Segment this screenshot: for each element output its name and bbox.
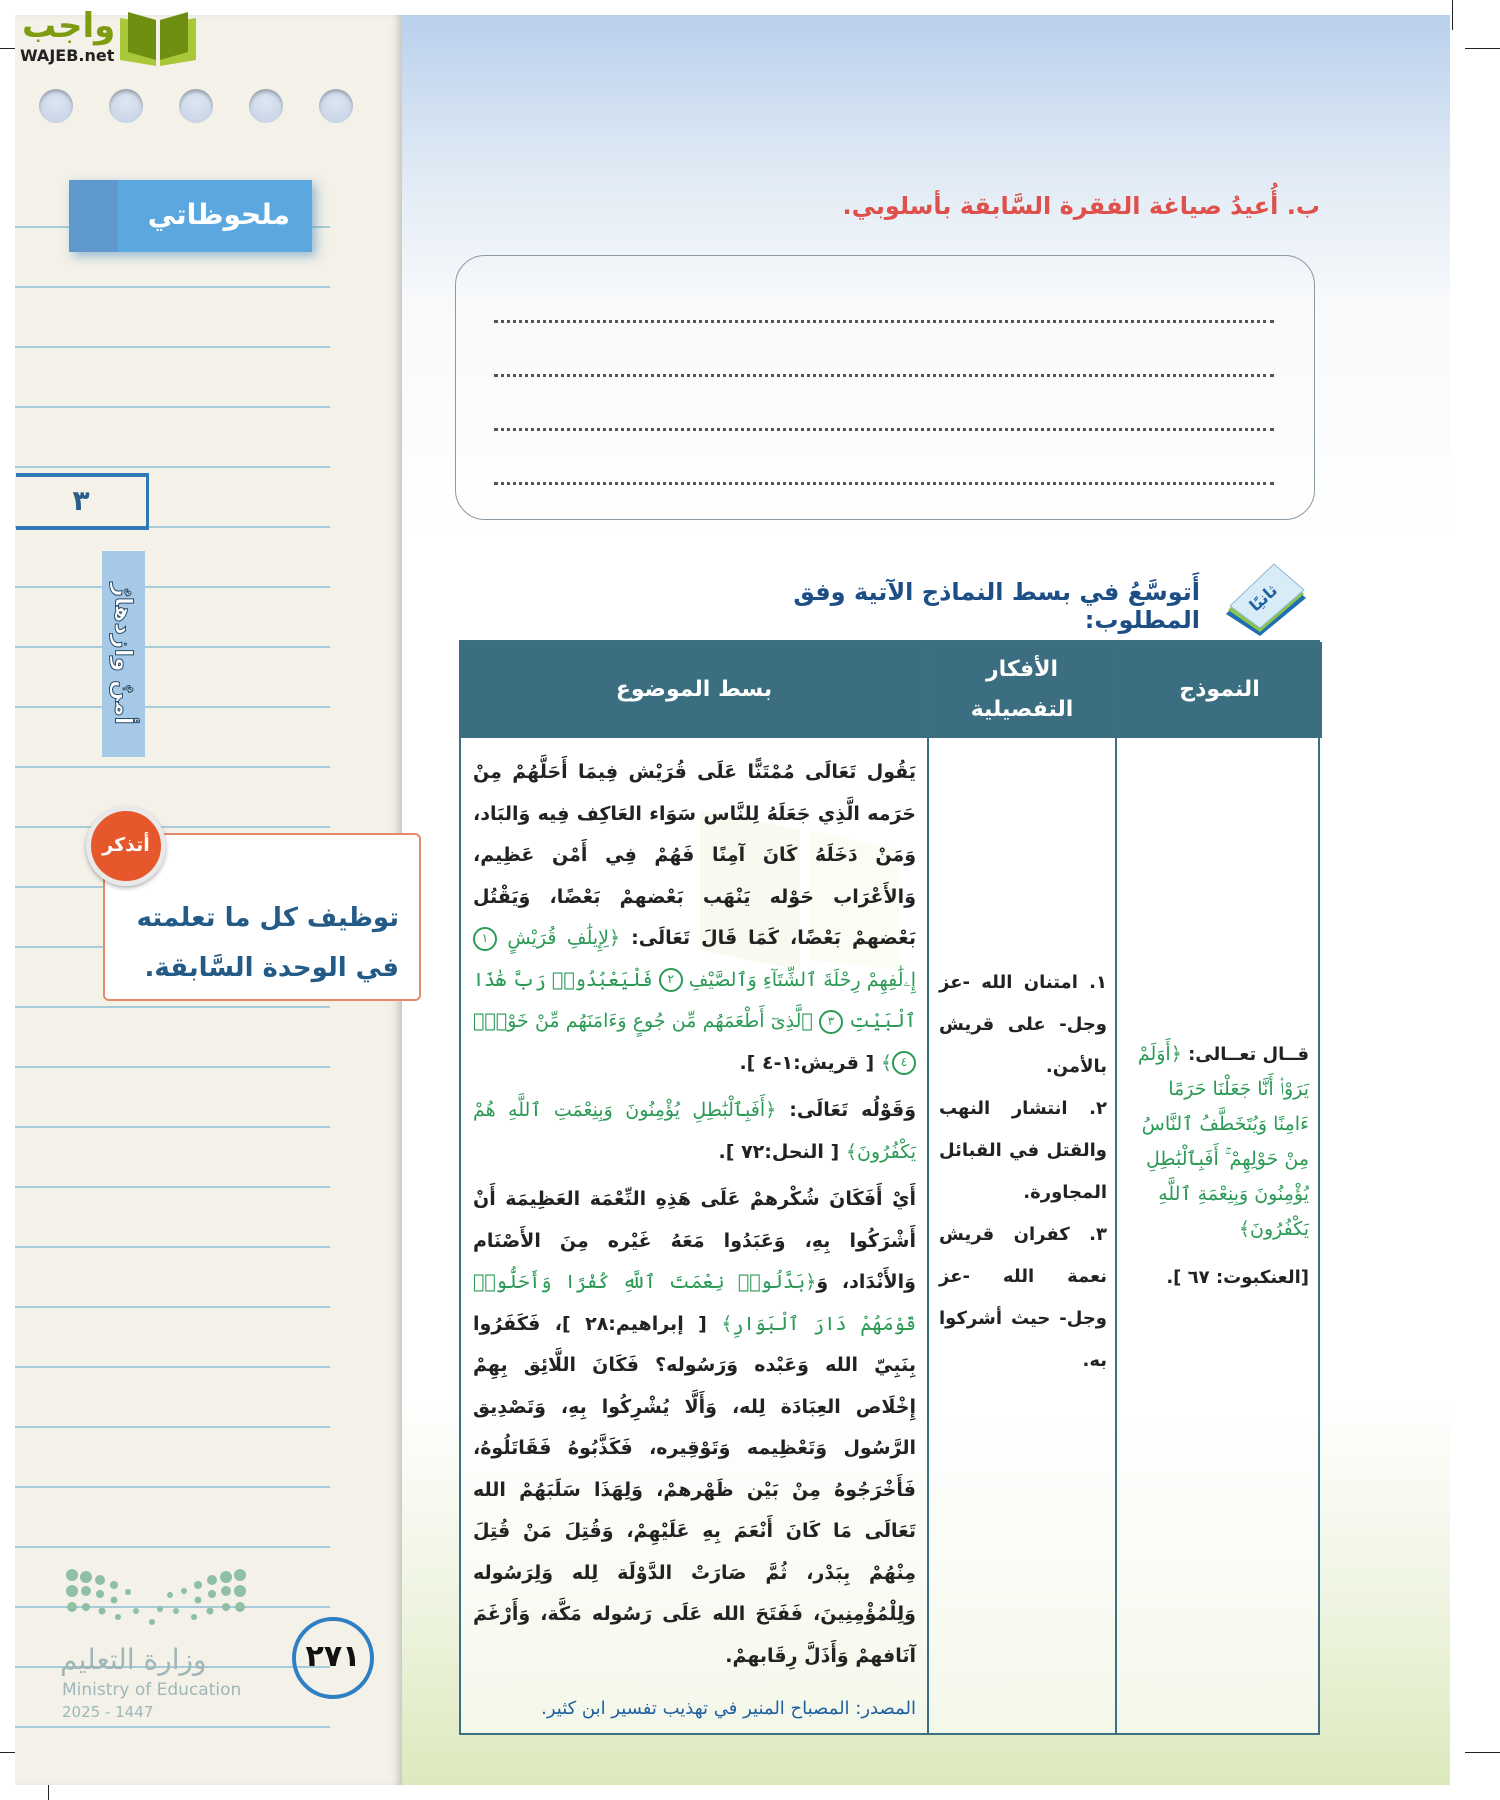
paragraph-text: يَقُول تَعَالَى مُمْتَنًّا عَلَى قُرَيْش فِيمَا أَحَلَّهُمْ مِنْ حَرَمه الَّذِي جَعَلَهُ لِلنَّاس سَوَاء العَاكِف فِيه وَالبَاد، وَمَنْ دَخَلَهُ كَانَ آمِنًا فَهُمْ فِي أَمْن عَظِيم، وَالأَعْرَاب حَوْله يَنْهَب بَعْضهمْ بَعْضًا، وَيَقْتُل بَعْضهمْ بَعْضًا، كَمَا قَالَ تَعَالَى: [473, 761, 916, 949]
detail-item: ٣. كفران قريش نعمة الله -عز وجل- حيث أشركوا به. [939, 1224, 1107, 1371]
quran-verse: إِۦلَٰفِهِمْ رِحْلَةَ ٱلشِّتَآءِ وَٱلصَّيْفِ [682, 968, 916, 991]
ministry-arabic: وزارة التعليم [60, 1643, 207, 1676]
binder-hole [39, 89, 73, 123]
notebook-line [15, 286, 330, 288]
quran-verse: ﴿بَدَّلُوا۟ نِعْمَتَ ٱللَّهِ كُفْرًا وَأَحَلُّوا۟ قَوْمَهُمْ دَارَ ٱلْبَوَارِ﴾ [473, 1271, 916, 1335]
notebook-line [15, 346, 330, 348]
section2-title: أَتوسَّعُ في بسط النماذج الآتية وفق المطلوب: [793, 578, 1200, 634]
model-intro: قــال تعــالى: [1181, 1044, 1309, 1065]
quran-verse: ﴾ [880, 1051, 892, 1074]
question-b-title: ب. أُعيدُ صياغة الفقرة السَّابقة بأسلوبي. [842, 192, 1320, 220]
model-reference: [العنكبوت: ٦٧ ]. [1166, 1267, 1309, 1288]
detail-item: ٢. انتشار النهب والقتل في القبائل المجاورة. [939, 1098, 1107, 1203]
detail-item: ١. امتنان الله -عز وجل- على قريش بالأمن. [939, 972, 1107, 1077]
header-expansion: بسط الموضوع [461, 642, 927, 738]
notebook-line [15, 1426, 330, 1428]
ministry-logo [60, 1563, 280, 1733]
expansion-paragraph [473, 1090, 916, 1173]
notebook-line [15, 1546, 330, 1548]
unit-title-ribbon [102, 551, 145, 757]
paragraph-text: أَيْ أَفَكَانَ شُكْرهمْ عَلَى هَذِهِ النِّعْمَة العَظِيمَة أَنْ أَشْرَكُوا بِهِ، وَعَبَدُوا مَعَهُ غَيْره مِنَ الأَصْنَام وَالأَنْدَاد، وَ [473, 1188, 916, 1293]
quran-verse: ﴿أَفَبِٱلْبَٰطِلِ يُؤْمِنُونَ وَبِنِعْمَتِ ٱللَّهِ هُمْ يَكْفُرُونَ﴾ [473, 1099, 916, 1163]
notebook-line [15, 1066, 330, 1068]
notebook-line [15, 1246, 330, 1248]
column-divider [927, 642, 929, 1733]
model-cell [1129, 1037, 1309, 1295]
header-details: الأفكار التفصيلية [929, 642, 1115, 738]
notebook-line [15, 646, 330, 648]
book-icon [118, 10, 198, 66]
source-citation: المصدر: المصباح المنير في تهذيب تفسير ابن كثير. [541, 1698, 916, 1719]
paragraph-text: [ قريش:١-٤ ]. [739, 1051, 881, 1074]
notebook-line [15, 1006, 330, 1008]
notebook-line [15, 586, 330, 588]
expansion-table [459, 640, 1320, 1735]
notebook-line [15, 1126, 330, 1128]
binder-hole [179, 89, 213, 123]
quran-verse: ٱلَّذِىٓ أَطْعَمَهُم مِّن جُوعٍ وَءَامَنَهُم مِّنْ خَوْفٍۭ [473, 1010, 819, 1032]
answer-line[interactable] [494, 320, 1274, 323]
unit-number: ٣ [16, 473, 149, 530]
page-number: ٢٧١ [292, 1617, 374, 1699]
wajeb-logo[interactable] [10, 6, 190, 66]
notebook-line [15, 1306, 330, 1308]
notebook-line [15, 766, 330, 768]
unit-title: أمنٌ وازدهارٌ [109, 583, 138, 725]
answer-line[interactable] [494, 482, 1274, 485]
notebook-line [15, 826, 330, 828]
verse-number: ٢ [659, 968, 683, 992]
verse-number: ٤ [892, 1051, 916, 1075]
notebook-line [15, 1366, 330, 1368]
expansion-paragraph [473, 1179, 916, 1677]
notes-title-tab: ملحوظاتي [69, 180, 312, 252]
notebook-line [15, 466, 330, 468]
svg-text:ثانيًا: ثانيًا [1245, 580, 1282, 616]
crop-mark [1465, 48, 1500, 49]
details-list [939, 962, 1107, 1382]
ministry-english: Ministry of Education [62, 1680, 242, 1700]
logo-arabic: واجب [22, 6, 116, 46]
remember-badge: أتذكر [86, 806, 166, 886]
header-model: النموذج [1117, 642, 1322, 738]
crop-mark [1465, 1752, 1500, 1753]
paragraph-text: [ إبراهيم:٢٨ ]، فَكَفَرُوا بِنَبِيّ الله وَعَبْده وَرَسُوله؟ فَكَانَ اللَّائِق بِهِمْ إِخْلَاص العِبَادَة لِله، وَأَلَّا يُشْرِكُوا بِهِ، وَتَصْدِيق الرَّسُول وَتَعْظِيمه وَتَوْقِيره، فَكَذَّبُوهُ فَقَاتَلُوهُ، فَأَخْرَجُوهُ مِنْ بَيْن ظَهْرهمْ، وَلِهَذَا سَلَبَهُمْ الله تَعَالَى مَا كَانَ أَنْعَمَ بِهِ عَلَيْهِمْ، وَقُتِلَ مَنْ قُتِلَ مِنْهُمْ بِبَدْر، ثُمَّ صَارَتْ الدَّوْلَة لِله وَلِرَسُوله وَلِلْمُؤْمِنِينَ، فَفَتَحَ الله عَلَى رَسُوله مَكَّة، وَأَرْغَمَ آنَافهمْ وَأَذَلَّ رِقَابهمْ. [473, 1312, 916, 1667]
notebook-line [15, 706, 330, 708]
binder-hole [319, 89, 353, 123]
quran-verse: فَلْيَعْبُدُوا۟ رَبَّ هَٰذَا ٱلْبَيْتِ [473, 968, 916, 1032]
verse-number: ٣ [819, 1010, 843, 1034]
answer-line[interactable] [494, 374, 1274, 377]
expansion-text [473, 752, 916, 1677]
model-verse: ﴿أَوَلَمْ يَرَوْا۟ أَنَّا جَعَلْنَا حَرَمًا ءَامِنًا وَيُتَخَطَّفُ ٱلنَّاسُ مِنْ حَوْلِهِمْ ۚ أَفَبِٱلْبَٰطِلِ يُؤْمِنُونَ وَبِنِعْمَةِ ٱللَّهِ يَكْفُرُونَ﴾ [1137, 1043, 1309, 1240]
column-divider [1115, 642, 1117, 1733]
binder-hole [249, 89, 283, 123]
expansion-cell [473, 642, 916, 1733]
paragraph-text: [ النحل:٧٢ ]. [718, 1140, 846, 1163]
remember-box: توظيف كل ما تعلمته في الوحدة السَّابقة. [103, 833, 421, 1001]
logo-english: WAJEB.net [20, 46, 115, 65]
quran-verse: ﴿لِإِيلَٰفِ قُرَيْشٍ [497, 927, 621, 949]
paragraph-text: وَقَوْلُه تَعَالَى: [776, 1099, 917, 1121]
verse-number: ١ [473, 927, 497, 951]
ministry-year: 2025 - 1447 [62, 1703, 154, 1721]
notebook-line [15, 1486, 330, 1488]
crop-mark [1452, 0, 1453, 30]
answer-line[interactable] [494, 428, 1274, 431]
section-badge-icon [1222, 562, 1308, 637]
binder-hole [109, 89, 143, 123]
expansion-paragraph [473, 752, 916, 1084]
ministry-dots-icon [64, 1567, 248, 1627]
notebook-line [15, 1186, 330, 1188]
answer-box[interactable] [455, 255, 1315, 520]
notebook-line [15, 406, 330, 408]
